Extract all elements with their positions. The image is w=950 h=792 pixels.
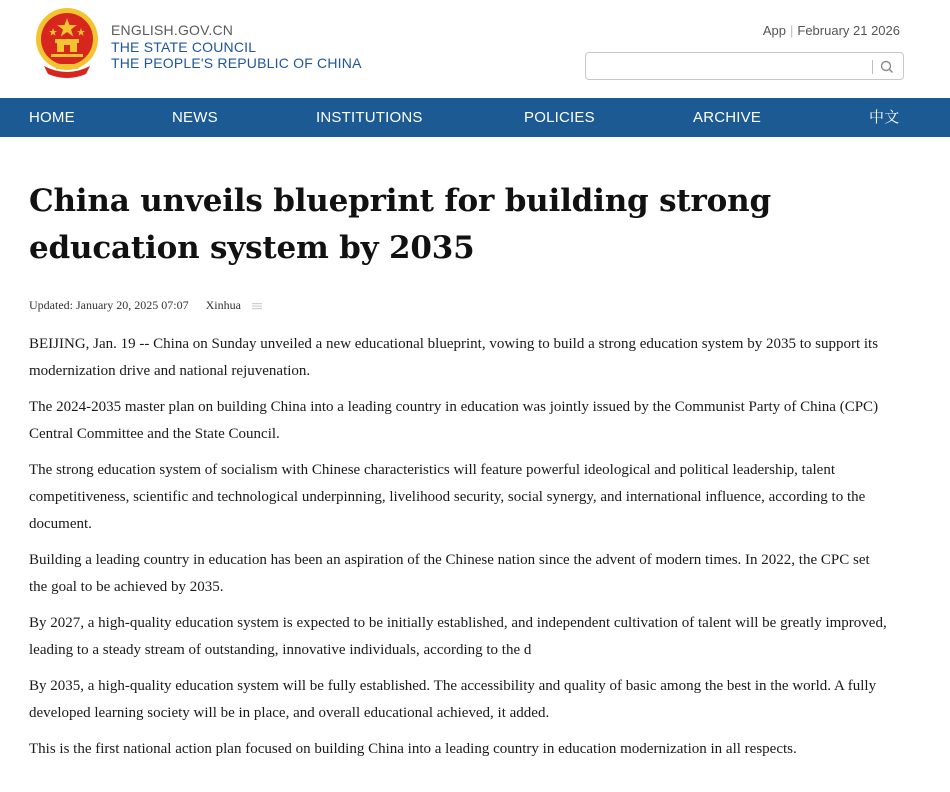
separator: | [789, 23, 794, 38]
article-source: Xinhua [205, 298, 241, 312]
article-title: China unveils blueprint for building strong education system by 2035 [29, 183, 771, 266]
article-paragraph: Building a leading country in education has been an aspiration of the Chinese nation since the advent of modern times. In 2022, the CPC set the goal to be achieved by 2035. [29, 552, 870, 595]
article [29, 178, 909, 757]
search-divider [872, 60, 873, 74]
article-paragraph: By 2035, a high-quality education system will be fully established. The accessibility and quality of basic among the best in the world. A fully developed learning society will be in place, and overall educational achieved, it added. [29, 678, 877, 721]
site-header [0, 0, 950, 98]
main-nav [0, 98, 950, 137]
search-input[interactable] [592, 57, 862, 75]
org-name-line1: THE STATE COUNCIL [111, 39, 257, 55]
article-paragraph: This is the first national action plan focused on building China into a leading country in education modernization in all respects. [29, 741, 797, 757]
article-body [29, 331, 889, 772]
app-link[interactable]: App [762, 23, 786, 38]
article-paragraph: The strong education system of socialism with Chinese characteristics will feature powerful ideological and political leadership, talent competitiveness, scientific and technological underpinning, livelihood security, social synergy, and international influence, according to the document. [29, 462, 866, 532]
nav-institutions[interactable]: INSTITUTIONS [316, 109, 423, 126]
site-name: ENGLISH.GOV.CN [111, 22, 234, 38]
search-box[interactable] [585, 52, 904, 80]
top-right-info [763, 23, 900, 38]
nav-news[interactable]: NEWS [172, 109, 218, 126]
national-emblem-icon[interactable] [34, 6, 100, 78]
nav-home[interactable]: HOME [29, 109, 75, 126]
org-name-line2: THE PEOPLE'S REPUBLIC OF CHINA [111, 55, 362, 71]
current-date: February 21 2026 [797, 23, 900, 38]
article-meta [29, 298, 909, 313]
article-paragraph: BEIJING, Jan. 19 -- China on Sunday unveiled a new educational blueprint, vowing to build a strong education system by 2035 to support its modernization drive and national rejuvenation. [29, 336, 879, 379]
share-icon[interactable] [252, 302, 262, 310]
nav-chinese[interactable]: 中文 [869, 109, 900, 126]
nav-archive[interactable]: ARCHIVE [693, 109, 762, 126]
brand-block[interactable] [111, 22, 362, 71]
article-paragraph: The 2024-2035 master plan on building China into a leading country in education was jointly issued by the Communist Party of China (CPC) Central Committee and the State Council. [29, 399, 879, 442]
nav-policies[interactable]: POLICIES [524, 109, 595, 126]
article-paragraph: By 2027, a high-quality education system is expected to be initially established, and independent cultivation of talent will be greatly improved, leading to a steady stream of outstanding, innovative individuals, according to the d [29, 615, 887, 658]
search-icon[interactable] [879, 59, 895, 75]
article-updated: Updated: January 20, 2025 07:07 [29, 298, 189, 312]
